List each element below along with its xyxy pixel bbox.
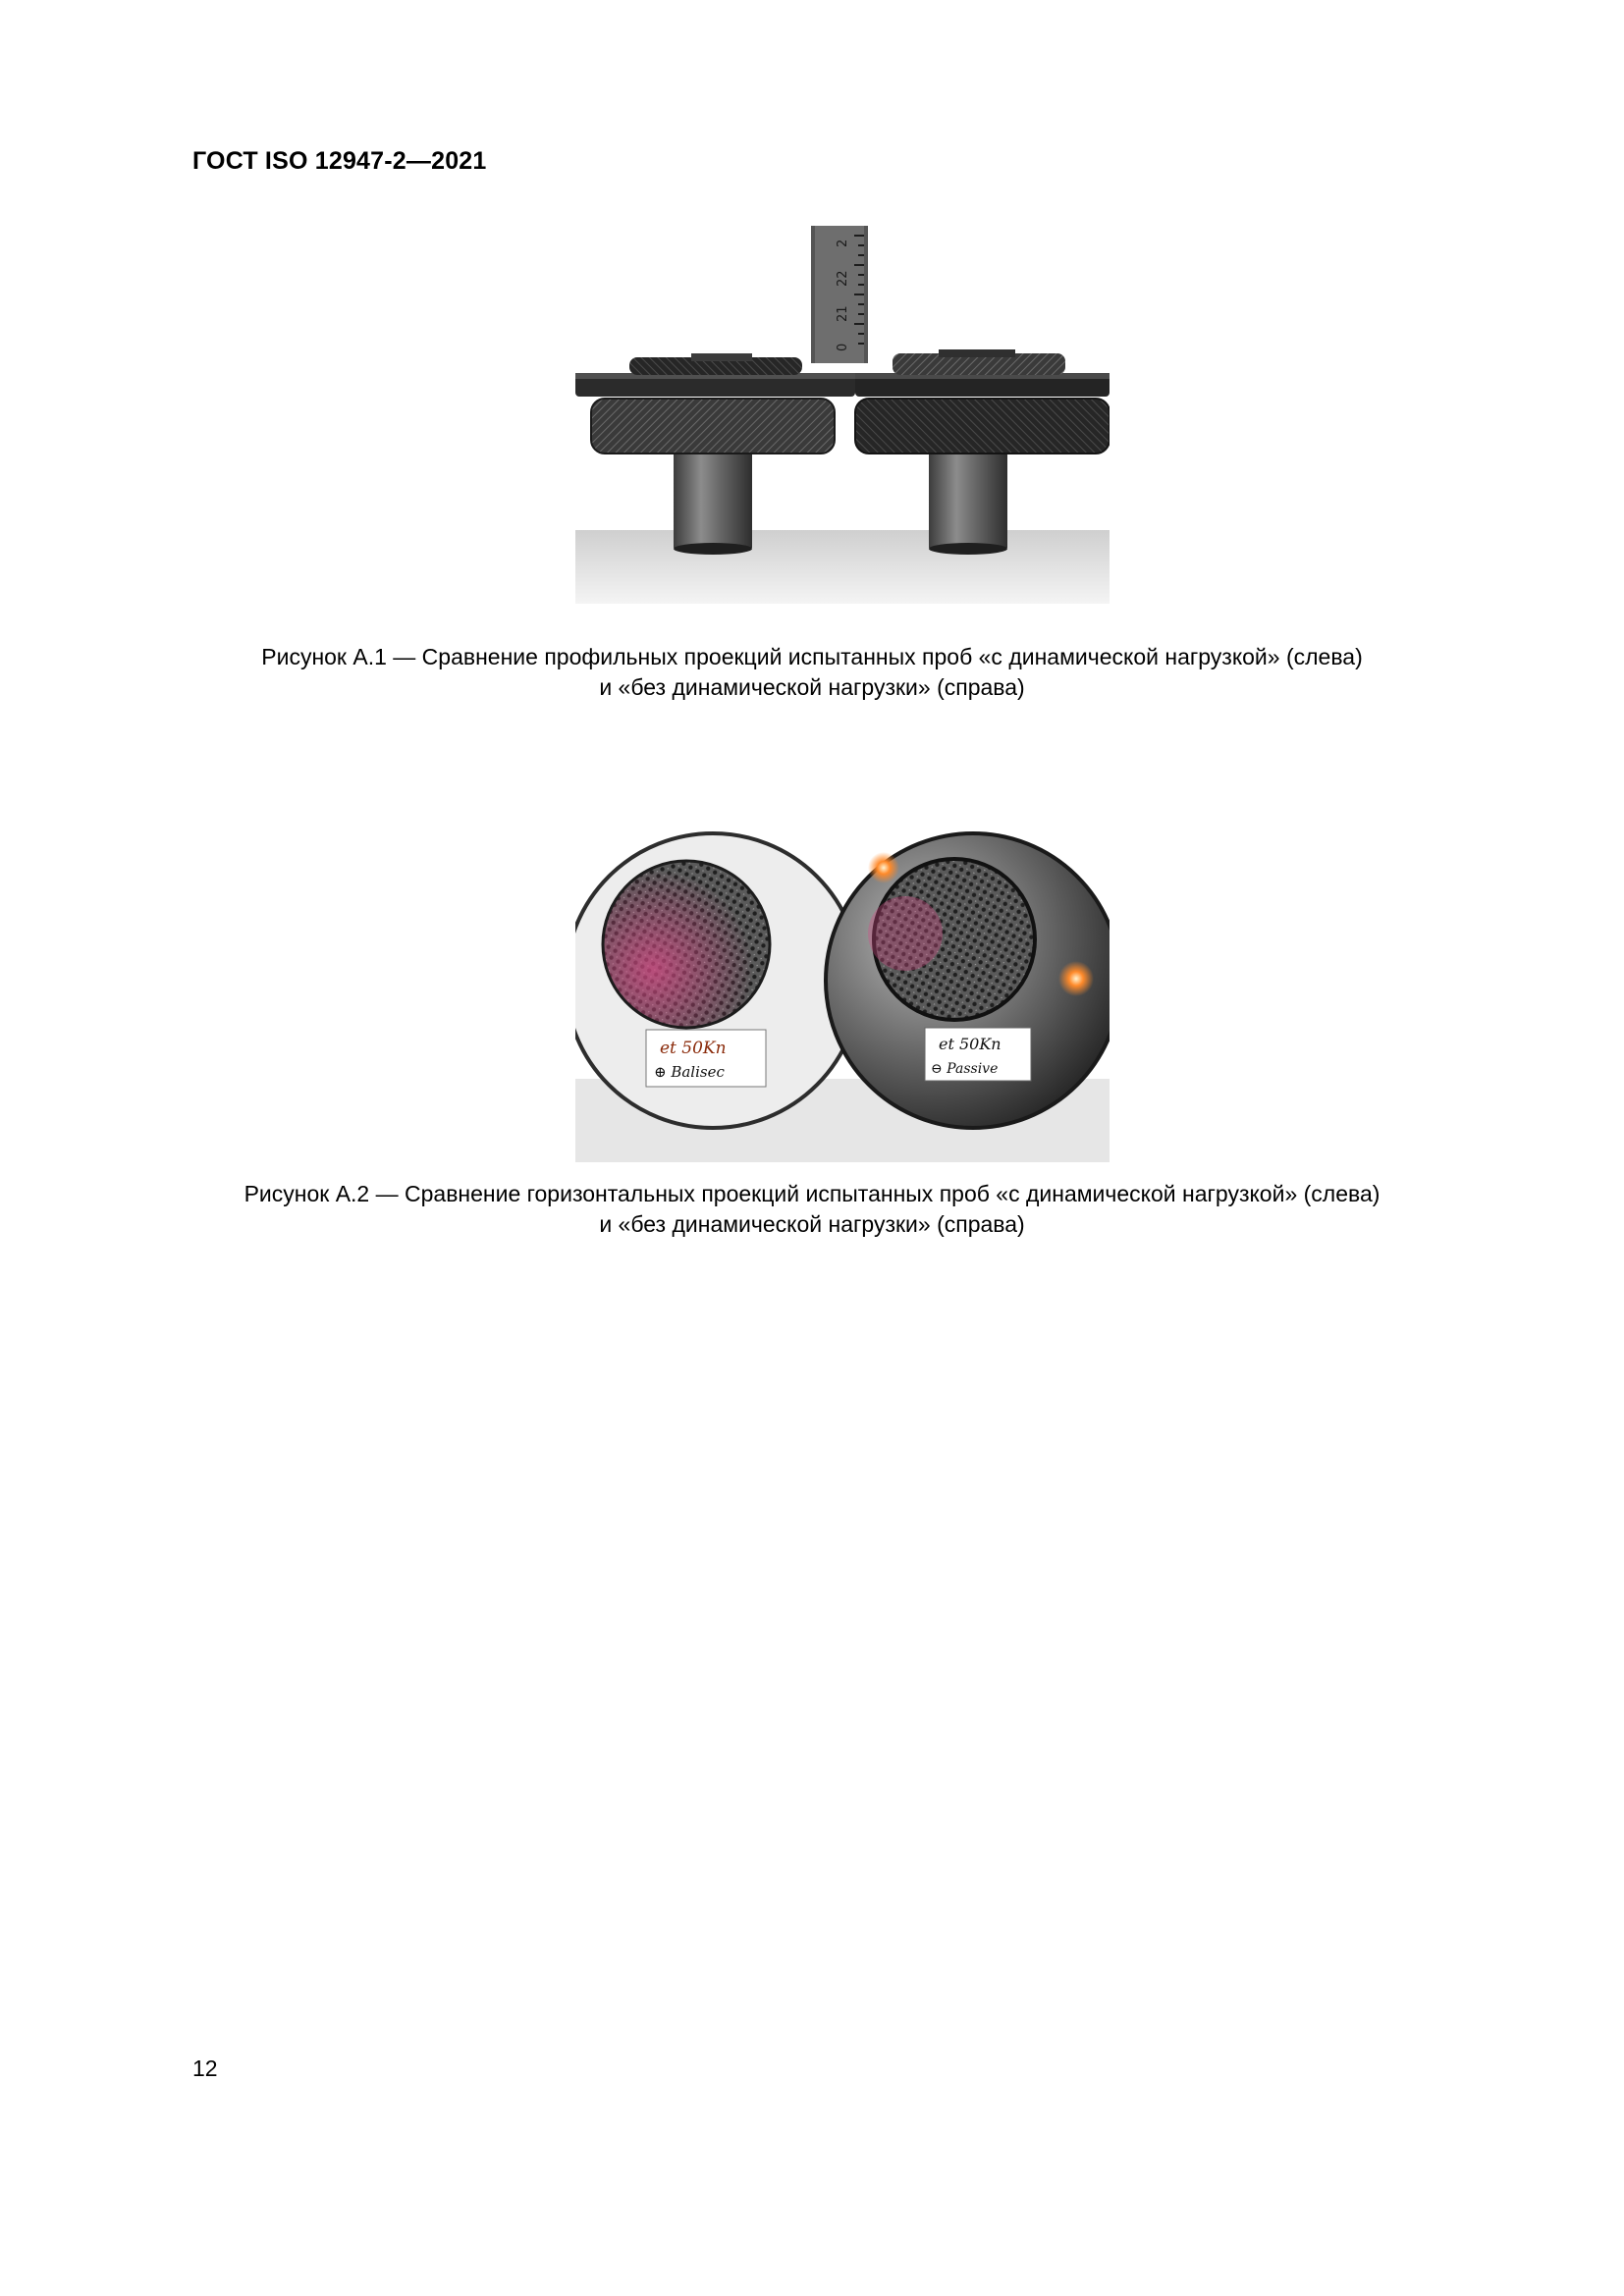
left-specimen-top-view <box>575 833 860 1128</box>
figure-a2-photo <box>575 824 1110 1162</box>
right-specimen-top-view <box>826 833 1110 1128</box>
ruler-mark-22: 22 <box>836 270 850 287</box>
ruler-mark-21: 21 <box>836 305 850 322</box>
left-specimen-label-line1: et 50Kn <box>660 1039 727 1058</box>
figure-a2-caption <box>0 1179 1624 1240</box>
figure-a2-caption-line1: Рисунок А.2 — Сравнение горизонтальных проекций испытанных проб «с динамической нагрузкой» (слева) <box>244 1181 1380 1206</box>
ruler-mark-2: 2 <box>836 239 850 247</box>
ruler <box>811 226 868 363</box>
light-flare-top <box>868 852 899 883</box>
figure-a1-caption <box>0 642 1624 703</box>
figure-a1-caption-line2: и «без динамической нагрузки» (справа) <box>599 674 1025 700</box>
figure-a2-caption-line2: и «без динамической нагрузки» (справа) <box>599 1211 1025 1237</box>
right-specimen-label-line2: ⊖ Passive <box>931 1061 999 1077</box>
light-flare-right <box>1058 961 1094 996</box>
document-header: ГОСТ ISO 12947-2—2021 <box>192 147 487 175</box>
floor-surface <box>575 530 1110 604</box>
figure-a1-caption-line1: Рисунок А.1 — Сравнение профильных проекций испытанных проб «с динамической нагрузкой» (слева) <box>261 644 1363 669</box>
left-specimen-label-line2: ⊕ Balisec <box>654 1063 725 1081</box>
right-specimen-label-line1: et 50Kn <box>939 1035 1001 1053</box>
page-number: 12 <box>192 2056 218 2081</box>
figure-a1-photo <box>575 226 1110 604</box>
ruler-mark-0: 0 <box>836 343 850 351</box>
